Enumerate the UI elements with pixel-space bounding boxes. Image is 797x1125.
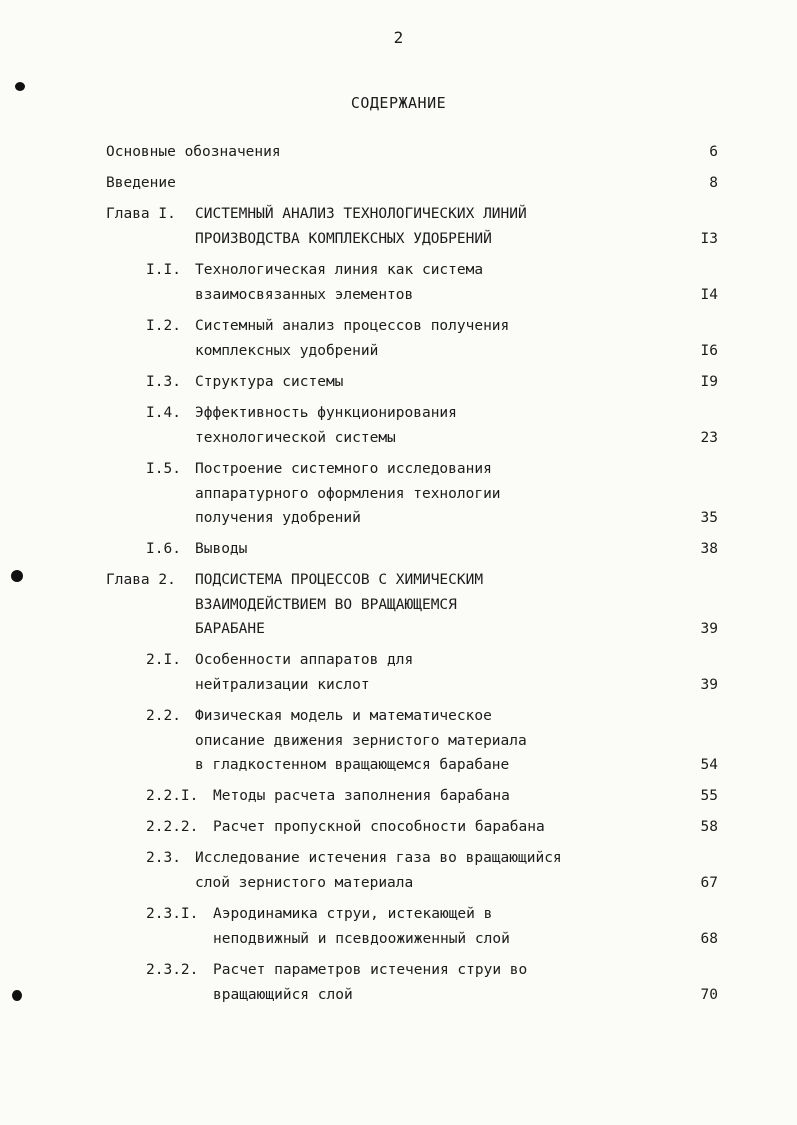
toc-entry-text: Основные обозначения: [106, 144, 281, 160]
toc-entry-number: I.I.: [146, 262, 181, 278]
toc-entry-text: Технологическая линия как система взаимосвязанных элементов: [195, 262, 484, 303]
toc-entry-text: Расчет пропускной способности барабана: [213, 819, 545, 835]
toc-entry[interactable]: [0, 140, 797, 171]
toc-entry-text: Введение: [106, 175, 176, 191]
toc-entry[interactable]: [0, 704, 797, 784]
toc-entry-page: 68: [700, 931, 718, 947]
toc-entry-number: 2.2.: [146, 708, 181, 724]
toc-entry-text: Физическая модель и математическое описание движения зернистого материала в гладкостенном вращающемся барабане: [195, 708, 527, 773]
toc-entry-page: 38: [700, 541, 718, 557]
toc-entry-number: 2.2.2.: [146, 819, 199, 835]
toc-entry-text: СИСТЕМНЫЙ АНАЛИЗ ТЕХНОЛОГИЧЕСКИХ ЛИНИЙ ПРОИЗВОДСТВА КОМПЛЕКСНЫХ УДОБРЕНИЙ: [195, 206, 527, 247]
toc-entry-number: Глава I.: [106, 206, 176, 222]
toc-entry[interactable]: [0, 568, 797, 648]
toc-entry-page: 35: [700, 510, 718, 526]
toc-entry-text: Особенности аппаратов для нейтрализации кислот: [195, 652, 414, 693]
toc-entry[interactable]: [0, 171, 797, 202]
toc-entry-page: 54: [700, 757, 718, 773]
toc-entry[interactable]: [0, 846, 797, 902]
toc-entry-text: Расчет параметров истечения струи во вращающийся слой: [213, 962, 528, 1003]
toc-entry-number: I.4.: [146, 405, 181, 421]
toc-entry-number: 2.3.: [146, 850, 181, 866]
toc-entry-page: 67: [700, 875, 718, 891]
toc-entry-page: 39: [700, 621, 718, 637]
toc-entry-number: 2.2.I.: [146, 788, 199, 804]
toc-entry[interactable]: [0, 784, 797, 815]
toc-entry[interactable]: [0, 258, 797, 314]
toc-entry-page: 8: [709, 175, 718, 191]
toc-entry-text: Исследование истечения газа во вращающийся слой зернистого материала: [195, 850, 562, 891]
toc-entry-text: Системный анализ процессов получения комплексных удобрений: [195, 318, 510, 359]
toc-entry[interactable]: [0, 457, 797, 537]
toc-entry-number: I.2.: [146, 318, 181, 334]
toc-entry-page: I6: [700, 343, 718, 359]
toc-entry[interactable]: [0, 202, 797, 258]
toc-entry-number: I.6.: [146, 541, 181, 557]
toc-entry-text: ПОДСИСТЕМА ПРОЦЕССОВ С ХИМИЧЕСКИМ ВЗАИМОДЕЙСТВИЕМ ВО ВРАЩАЮЩЕМСЯ БАРАБАНЕ: [195, 572, 484, 637]
toc-entry-number: Глава 2.: [106, 572, 176, 588]
toc-entry[interactable]: [0, 648, 797, 704]
toc-entry[interactable]: [0, 815, 797, 846]
toc-entry-page: I3: [700, 231, 718, 247]
toc-entry-number: I.3.: [146, 374, 181, 390]
toc-entry-text: Выводы: [195, 541, 248, 557]
toc-entry-number: I.5.: [146, 461, 181, 477]
toc-entry-page: 23: [700, 430, 718, 446]
toc-entry-text: Построение системного исследования аппаратурного оформления технологии получения удобрений: [195, 461, 501, 526]
toc-entry[interactable]: [0, 370, 797, 401]
toc-entry[interactable]: [0, 958, 797, 1014]
toc-entry[interactable]: [0, 401, 797, 457]
toc-entry[interactable]: [0, 537, 797, 568]
toc-title: СОДЕРЖАНИЕ: [350, 94, 447, 112]
punch-mark: [15, 82, 25, 91]
toc-entry-page: 6: [709, 144, 718, 160]
page-number: 2: [393, 28, 404, 47]
toc-entry-page: I4: [700, 287, 718, 303]
toc-entry-number: 2.3.2.: [146, 962, 199, 978]
toc-entry-text: Эффективность функционирования технологической системы: [195, 405, 457, 446]
toc-entry-page: 39: [700, 677, 718, 693]
toc-entry-text: Аэродинамика струи, истекающей в неподвижный и псевдоожиженный слой: [213, 906, 510, 947]
toc-entry[interactable]: [0, 902, 797, 958]
toc-entry[interactable]: [0, 314, 797, 370]
toc-entry-number: 2.3.I.: [146, 906, 199, 922]
toc-entry-text: Структура системы: [195, 374, 344, 390]
toc-entry-number: 2.I.: [146, 652, 181, 668]
toc-entry-page: 70: [700, 987, 718, 1003]
toc-entry-page: 58: [700, 819, 718, 835]
toc-entry-page: 55: [700, 788, 718, 804]
toc-entry-text: Методы расчета заполнения барабана: [213, 788, 510, 804]
toc-entry-page: I9: [700, 374, 718, 390]
